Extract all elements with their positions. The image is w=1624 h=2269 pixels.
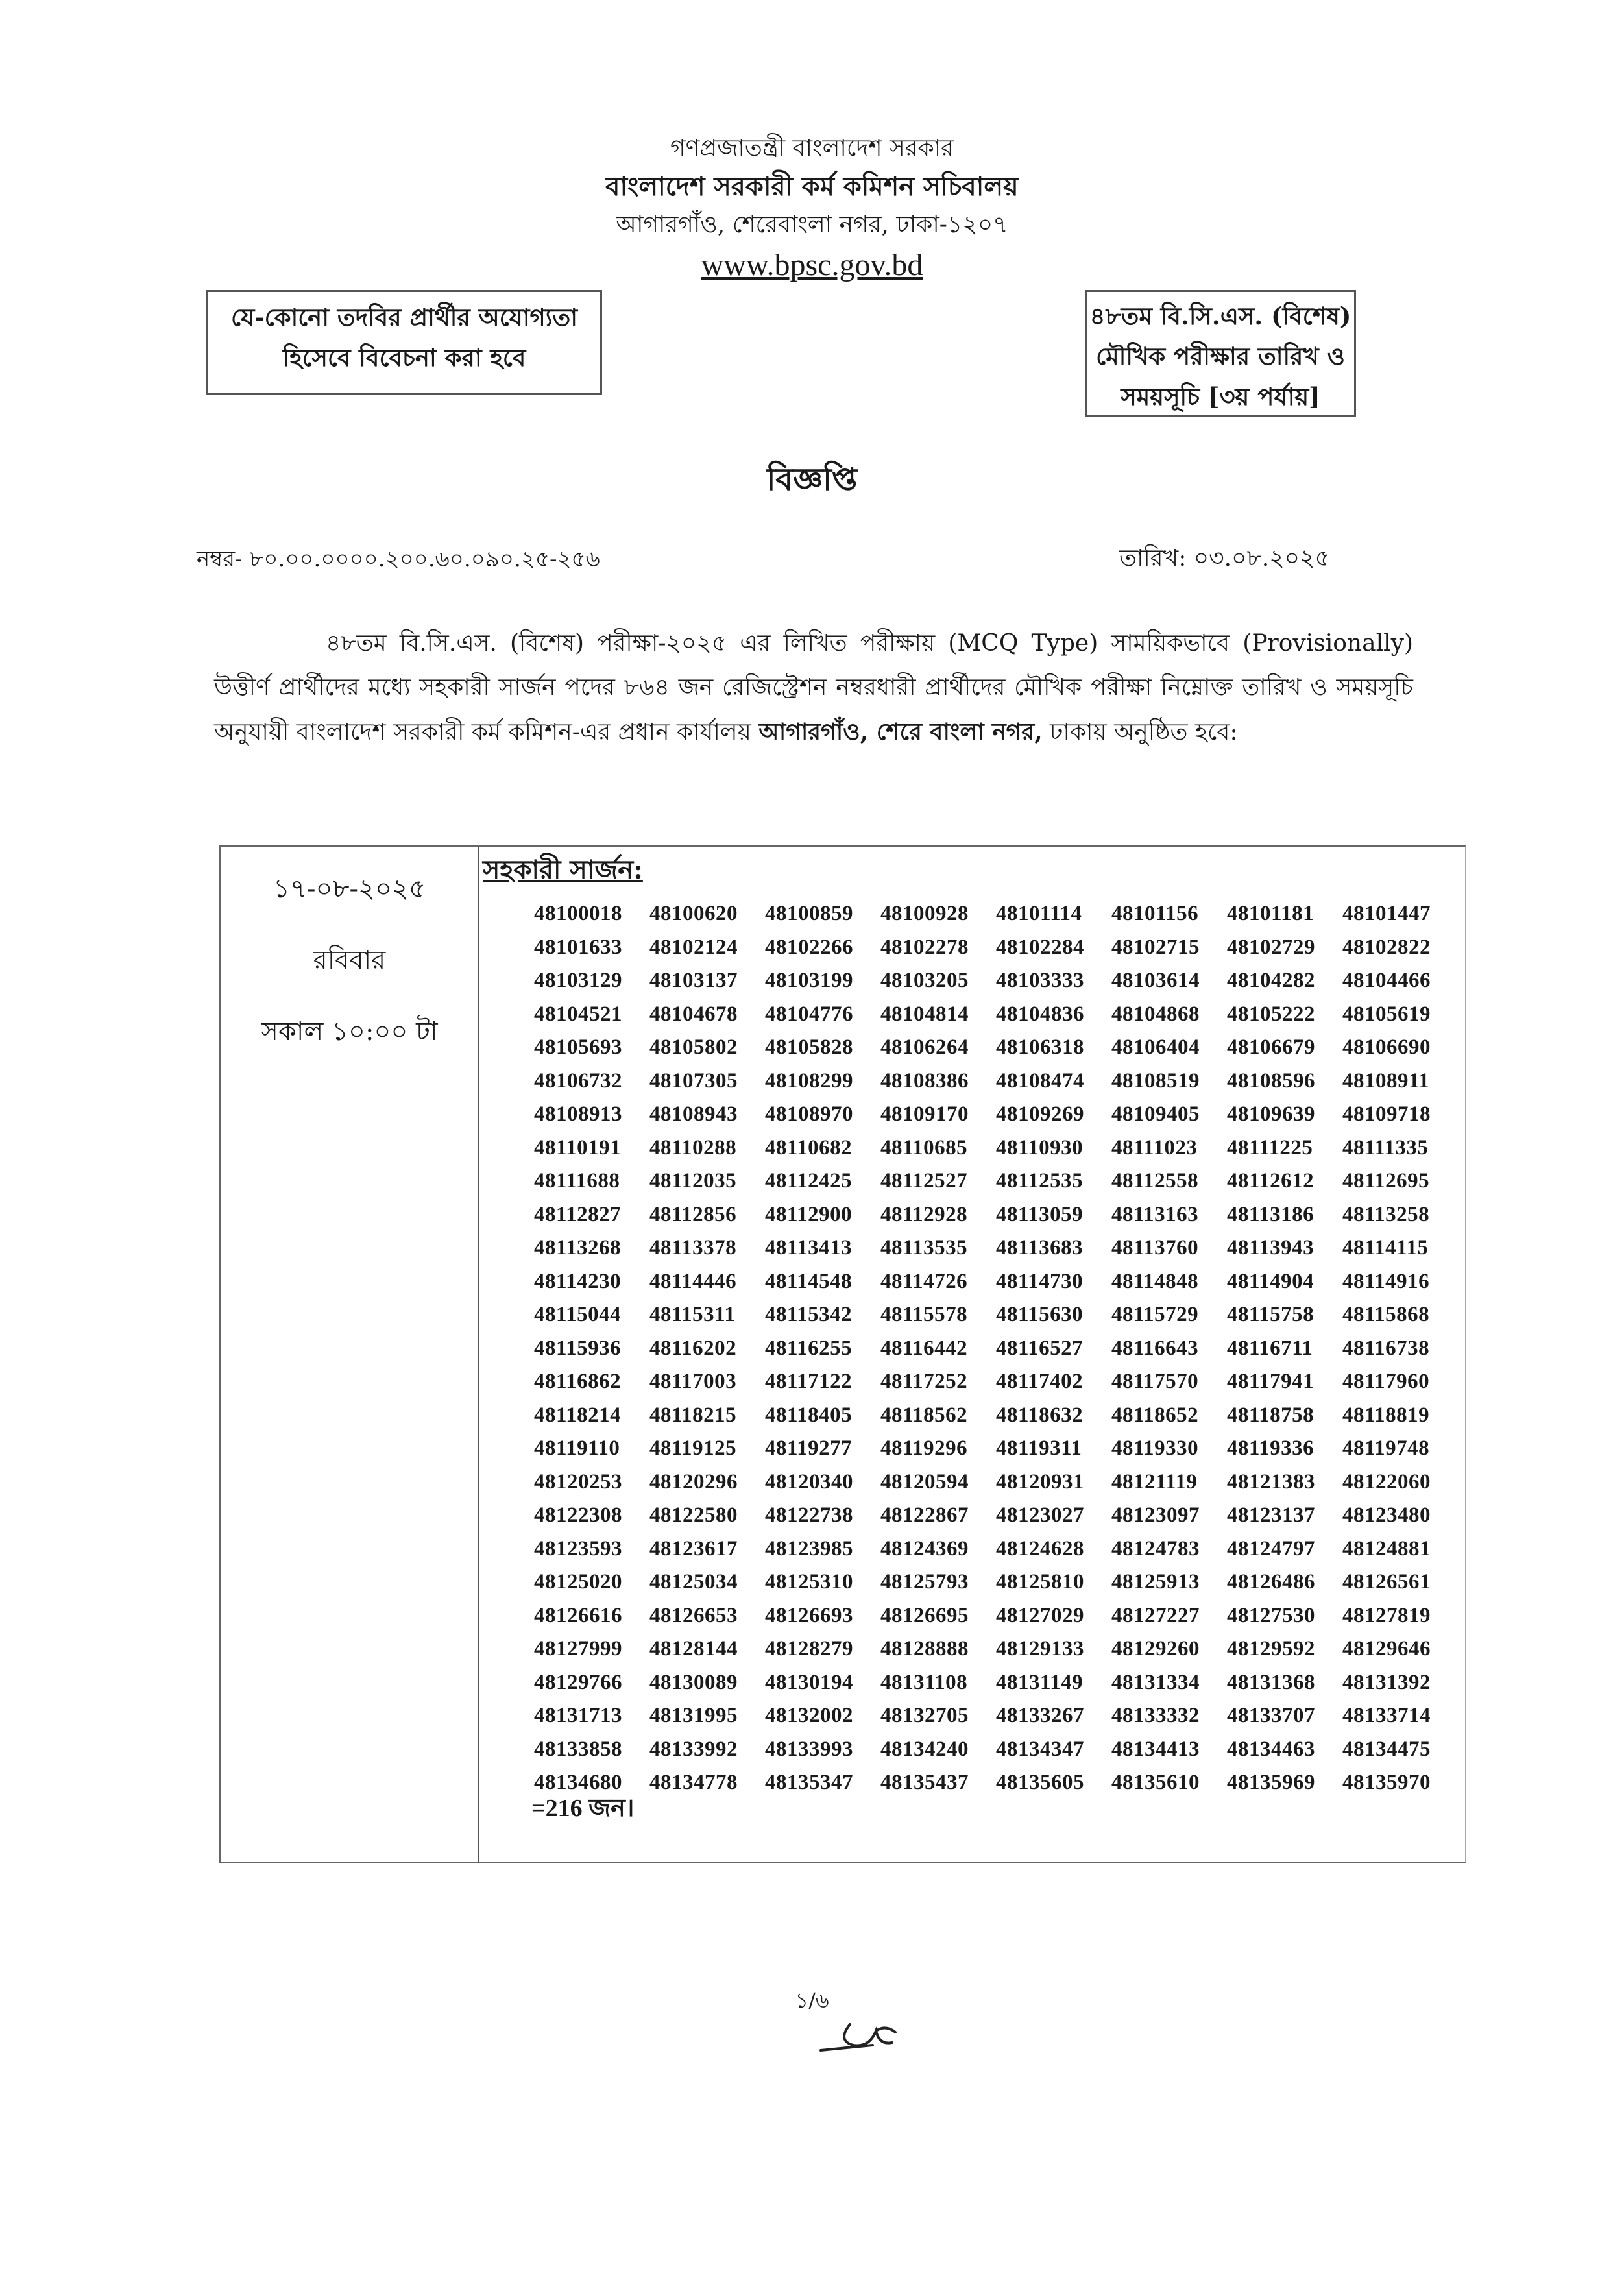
registration-number: 48134680 — [534, 1771, 622, 1795]
registration-number: 48125310 — [765, 1570, 853, 1594]
registration-number: 48104466 — [1342, 969, 1431, 993]
registration-number: 48112827 — [534, 1202, 622, 1226]
registration-number: 48126561 — [1342, 1570, 1431, 1594]
registration-number: 48112535 — [996, 1169, 1084, 1193]
registration-number: 48134463 — [1227, 1737, 1315, 1761]
registration-number: 48116442 — [880, 1336, 968, 1360]
registration-number: 48106318 — [996, 1036, 1084, 1060]
notice-body — [214, 622, 1413, 755]
registration-number: 48122580 — [649, 1503, 738, 1527]
registration-number: 48130089 — [649, 1670, 738, 1694]
registration-number: 48106690 — [1342, 1036, 1431, 1060]
registration-number: 48122060 — [1342, 1470, 1431, 1494]
warning-line: হিসেবে বিবেচনা করা হবে — [282, 343, 526, 372]
registration-number: 48132002 — [765, 1704, 853, 1728]
registration-number: 48132705 — [880, 1704, 969, 1728]
registration-number: 48108386 — [880, 1069, 969, 1093]
body-text-end: ঢাকায় অনুষ্ঠিত হবে: — [1042, 719, 1238, 746]
registration-number: 48108970 — [765, 1102, 853, 1126]
registration-number: 48110930 — [996, 1135, 1084, 1159]
registration-number: 48123593 — [534, 1536, 622, 1560]
registration-number: 48123480 — [1342, 1503, 1431, 1527]
registration-number: 48119336 — [1227, 1437, 1315, 1461]
registration-number: 48112035 — [649, 1169, 737, 1193]
registration-number: 48118632 — [996, 1403, 1084, 1427]
registration-number: 48100018 — [534, 902, 622, 926]
registration-number: 48113059 — [996, 1202, 1084, 1226]
registration-number: 48113683 — [996, 1236, 1084, 1260]
registration-number: 48102284 — [996, 935, 1084, 959]
registration-number: 48115342 — [765, 1303, 853, 1327]
registration-number: 48131108 — [880, 1670, 968, 1694]
govt-name: গণপ্রজাতন্ত্রী বাংলাদেশ সরকার — [670, 135, 954, 162]
registration-number: 48101156 — [1111, 902, 1199, 926]
registration-number: 48120253 — [534, 1470, 622, 1494]
registration-number: 48114848 — [1111, 1269, 1199, 1293]
registration-number: 48125810 — [996, 1570, 1084, 1594]
registration-number: 48128144 — [649, 1637, 738, 1661]
registration-number: 48112928 — [880, 1202, 968, 1226]
registration-number: 48114730 — [996, 1269, 1084, 1293]
registration-number: 48134347 — [996, 1737, 1084, 1761]
registration-number: 48128279 — [765, 1637, 853, 1661]
registration-number: 48122738 — [765, 1503, 853, 1527]
registration-number: 48134475 — [1342, 1737, 1431, 1761]
registration-number: 48119110 — [534, 1437, 620, 1461]
registration-number: 48108519 — [1111, 1069, 1200, 1093]
exam-info-line: ৪৮তম বি.সি.এস. (বিশেষ) — [1089, 302, 1351, 330]
registration-number: 48123027 — [996, 1503, 1084, 1527]
registration-number: 48104776 — [765, 1002, 853, 1026]
registration-number: 48126693 — [765, 1603, 853, 1627]
registration-number: 48104868 — [1111, 1002, 1200, 1026]
registration-number: 48105693 — [534, 1036, 622, 1060]
registration-number: 48135969 — [1227, 1771, 1315, 1795]
registration-number: 48102266 — [765, 935, 853, 959]
registration-number: 48110685 — [880, 1135, 968, 1159]
registration-number: 48114115 — [1342, 1236, 1429, 1260]
registration-number: 48111225 — [1227, 1135, 1313, 1159]
registration-number: 48123985 — [765, 1536, 853, 1560]
registration-number: 48125913 — [1111, 1570, 1200, 1594]
registration-number: 48113163 — [1111, 1202, 1199, 1226]
registration-number: 48118214 — [534, 1403, 622, 1427]
registration-number: 48134240 — [880, 1737, 969, 1761]
exam-info-line: মৌখিক পরীক্ষার তারিখ ও — [1096, 342, 1345, 370]
registration-number: 48108474 — [996, 1069, 1084, 1093]
registration-number: 48126616 — [534, 1603, 622, 1627]
registration-number: 48102822 — [1342, 935, 1431, 959]
registration-number: 48124369 — [880, 1536, 969, 1560]
registration-number: 48113535 — [880, 1236, 968, 1260]
registration-number: 48118562 — [880, 1403, 968, 1427]
registration-number: 48125034 — [649, 1570, 738, 1594]
registration-number: 48109639 — [1227, 1102, 1315, 1126]
warning-line: যে-কোনো তদবির প্রার্থীর অযোগ্যতা — [230, 303, 578, 332]
registration-number: 48103205 — [880, 969, 969, 993]
notice-title: বিজ্ঞপ্তি — [766, 461, 858, 498]
registration-number: 48114904 — [1227, 1269, 1315, 1293]
registration-number: 48117003 — [649, 1370, 737, 1394]
registration-number: 48112856 — [649, 1202, 737, 1226]
registration-number: 48134778 — [649, 1771, 738, 1795]
registration-number: 48123097 — [1111, 1503, 1200, 1527]
registration-number: 48116255 — [765, 1336, 853, 1360]
registration-number: 48119311 — [996, 1437, 1082, 1461]
letterhead — [0, 130, 1624, 287]
registration-number: 48115758 — [1227, 1303, 1315, 1327]
registration-number: 48115578 — [880, 1303, 968, 1327]
registration-number: 48115630 — [996, 1303, 1084, 1327]
registration-number: 48103614 — [1111, 969, 1200, 993]
registration-number: 48127819 — [1342, 1603, 1431, 1627]
registration-number: 48128888 — [880, 1637, 969, 1661]
registration-number: 48105828 — [765, 1036, 853, 1060]
registration-number: 48100859 — [765, 902, 853, 926]
registration-number: 48120931 — [996, 1470, 1084, 1494]
registration-number: 48112527 — [880, 1169, 968, 1193]
registration-number: 48122308 — [534, 1503, 622, 1527]
registration-number: 48108911 — [1342, 1069, 1430, 1093]
page-number: ১/৬ — [795, 1988, 829, 2013]
registration-number: 48131392 — [1342, 1670, 1431, 1694]
registration-number: 48108299 — [765, 1069, 853, 1093]
registration-number: 48106732 — [534, 1069, 622, 1093]
registration-number: 48103129 — [534, 969, 622, 993]
registration-number: 48118758 — [1227, 1403, 1315, 1427]
registration-number: 48114548 — [765, 1269, 853, 1293]
registration-number: 48113268 — [534, 1236, 622, 1260]
schedule-date-column — [221, 847, 478, 1067]
memo-number: নম্বর- ৮০.০০.০০০০.২০০.৬০.০৯০.২৫-২৫৬ — [197, 546, 600, 572]
registration-number: 48107305 — [649, 1069, 738, 1093]
registration-number: 48114726 — [880, 1269, 968, 1293]
registration-number: 48116711 — [1227, 1336, 1313, 1360]
lobbying-warning-box — [206, 290, 602, 395]
registration-number: 48109718 — [1342, 1102, 1431, 1126]
registration-number: 48111335 — [1342, 1135, 1429, 1159]
registration-number: 48135970 — [1342, 1771, 1431, 1795]
registration-number: 48104678 — [649, 1002, 738, 1026]
registration-number-grid — [534, 897, 1624, 1800]
registration-number: 48118405 — [765, 1403, 853, 1427]
registration-number: 48114446 — [649, 1269, 737, 1293]
registration-number: 48118652 — [1111, 1403, 1199, 1427]
schedule-table — [219, 845, 1466, 1863]
registration-number: 48133992 — [649, 1737, 738, 1761]
body-text-main: ৪৮তম বি.সি.এস. (বিশেষ) পরীক্ষা-২০২৫ এর লিখিত পরীক্ষায় (MCQ Type) সাময়িকভাবে (Provisionally) উত্তীর্ণ প্রার্থীদের মধ্যে সহকারী সার্জন পদের ৮৬৪ জন রেজিস্ট্রেশন নম্বরধারী প্রার্থীদের মৌখিক পরীক্ষা নিম্নোক্ত তারিখ ও সময়সূচি অনুযায়ী বাংলাদেশ সরকারী কর্ম কমিশন-এর প্রধান কার্যালয় — [214, 630, 1413, 746]
registration-number: 48133714 — [1342, 1704, 1431, 1728]
registration-number: 48122867 — [880, 1503, 969, 1527]
registration-number: 48120296 — [649, 1470, 738, 1494]
body-text-venue: আগারগাঁও, শেরে বাংলা নগর, — [758, 718, 1043, 746]
column-divider — [478, 847, 479, 1862]
registration-number: 48123617 — [649, 1536, 738, 1560]
org-address: আগারগাঁও, শেরেবাংলা নগর, ঢাকা-১২০৭ — [616, 212, 1008, 238]
registration-number: 48129133 — [996, 1637, 1084, 1661]
registration-number: 48129260 — [1111, 1637, 1200, 1661]
registration-number: 48115044 — [534, 1303, 622, 1327]
registration-number: 48110191 — [534, 1135, 622, 1159]
registration-number: 48133707 — [1227, 1704, 1315, 1728]
registration-number: 48115936 — [534, 1336, 622, 1360]
registration-number: 48115729 — [1111, 1303, 1199, 1327]
registration-number: 48133858 — [534, 1737, 622, 1761]
registration-number: 48100928 — [880, 902, 969, 926]
registration-number: 48116643 — [1111, 1336, 1199, 1360]
registration-number: 48103199 — [765, 969, 853, 993]
registration-number: 48114916 — [1342, 1269, 1430, 1293]
registration-number: 48120594 — [880, 1470, 969, 1494]
registration-number: 48116862 — [534, 1370, 622, 1394]
registration-number: 48109405 — [1111, 1102, 1200, 1126]
registration-number: 48127530 — [1227, 1603, 1315, 1627]
registration-number: 48113186 — [1227, 1202, 1315, 1226]
exam-day: রবিবার — [313, 945, 386, 975]
registration-number: 48129766 — [534, 1670, 622, 1694]
registration-number: 48118819 — [1342, 1403, 1430, 1427]
registration-number: 48124797 — [1227, 1536, 1315, 1560]
registration-number: 48117122 — [765, 1370, 853, 1394]
notice-date: তারিখ: ০৩.০৮.২০২৫ — [1119, 545, 1330, 572]
exam-info-box — [1085, 290, 1356, 417]
exam-info-line: সময়সূচি [৩য় পর্যায়] — [1121, 382, 1320, 411]
registration-number: 48117960 — [1342, 1370, 1430, 1394]
registration-number: 48119277 — [765, 1437, 853, 1461]
registration-number: 48108913 — [534, 1102, 622, 1126]
registration-number: 48121119 — [1111, 1470, 1198, 1494]
registration-number: 48104521 — [534, 1002, 622, 1026]
registration-number: 48106264 — [880, 1036, 969, 1060]
registration-number: 48114230 — [534, 1269, 622, 1293]
registration-number: 48112695 — [1342, 1169, 1430, 1193]
registration-number: 48103333 — [996, 969, 1084, 993]
registration-number: 48110288 — [649, 1135, 737, 1159]
registration-number: 48105802 — [649, 1036, 738, 1060]
registration-number: 48104814 — [880, 1002, 969, 1026]
registration-number: 48101181 — [1227, 902, 1315, 926]
registration-number: 48112900 — [765, 1202, 853, 1226]
registration-number: 48109170 — [880, 1102, 969, 1126]
registration-number: 48131368 — [1227, 1670, 1315, 1694]
registration-number: 48135605 — [996, 1771, 1084, 1795]
registration-number: 48106679 — [1227, 1036, 1315, 1060]
website-link[interactable]: www.bpsc.gov.bd — [701, 248, 923, 282]
registration-number: 48110682 — [765, 1135, 853, 1159]
registration-number: 48102278 — [880, 935, 969, 959]
registration-number: 48108596 — [1227, 1069, 1315, 1093]
registration-number: 48135610 — [1111, 1771, 1200, 1795]
registration-number: 48120340 — [765, 1470, 853, 1494]
registration-number: 48127227 — [1111, 1603, 1200, 1627]
registration-number: 48134413 — [1111, 1737, 1200, 1761]
post-name: সহকারী সার্জন: — [483, 855, 643, 885]
registration-number: 48103137 — [649, 969, 738, 993]
registration-number: 48113378 — [649, 1236, 737, 1260]
registration-number: 48117570 — [1111, 1370, 1199, 1394]
exam-date: ১৭-০৮-২০২৫ — [273, 874, 426, 904]
registration-number: 48119748 — [1342, 1437, 1430, 1461]
registration-number: 48133993 — [765, 1737, 853, 1761]
registration-number: 48112425 — [765, 1169, 853, 1193]
registration-number: 48125020 — [534, 1570, 622, 1594]
registration-number: 48113258 — [1342, 1202, 1430, 1226]
registration-number: 48123137 — [1227, 1503, 1315, 1527]
exam-time: সকাল ১০:০০ টা — [261, 1017, 438, 1047]
registration-number: 48111023 — [1111, 1135, 1198, 1159]
registration-number: 48112612 — [1227, 1169, 1315, 1193]
registration-number: 48119330 — [1111, 1437, 1199, 1461]
registration-number: 48133332 — [1111, 1704, 1200, 1728]
registration-number: 48135437 — [880, 1771, 969, 1795]
registration-number: 48135347 — [765, 1771, 853, 1795]
registration-number: 48126486 — [1227, 1570, 1315, 1594]
registration-number: 48131995 — [649, 1704, 738, 1728]
registration-number: 48118215 — [649, 1403, 737, 1427]
registration-number: 48116202 — [649, 1336, 737, 1360]
registration-number: 48102729 — [1227, 935, 1315, 959]
registration-number: 48124881 — [1342, 1536, 1431, 1560]
registration-number: 48126695 — [880, 1603, 969, 1627]
total-count: =216 জন। — [531, 1795, 635, 1822]
registration-number: 48131713 — [534, 1704, 622, 1728]
registration-number: 48104282 — [1227, 969, 1315, 993]
registration-number: 48125793 — [880, 1570, 969, 1594]
registration-number: 48117252 — [880, 1370, 968, 1394]
registration-number: 48131334 — [1111, 1670, 1200, 1694]
registration-number: 48100620 — [649, 902, 738, 926]
registration-number: 48112558 — [1111, 1169, 1199, 1193]
registration-number: 48113760 — [1111, 1236, 1199, 1260]
registration-number: 48115868 — [1342, 1303, 1430, 1327]
registration-number: 48129592 — [1227, 1637, 1315, 1661]
registration-number: 48101633 — [534, 935, 622, 959]
registration-number: 48119125 — [649, 1437, 737, 1461]
registration-number: 48115311 — [649, 1303, 736, 1327]
registration-number: 48105222 — [1227, 1002, 1315, 1026]
registration-number: 48105619 — [1342, 1002, 1431, 1026]
registration-number: 48130194 — [765, 1670, 853, 1694]
registration-number: 48102124 — [649, 935, 738, 959]
registration-number: 48101447 — [1342, 902, 1431, 926]
registration-number: 48108943 — [649, 1102, 738, 1126]
registration-number: 48109269 — [996, 1102, 1084, 1126]
registration-number: 48124783 — [1111, 1536, 1200, 1560]
registration-number: 48113943 — [1227, 1236, 1315, 1260]
registration-number: 48113413 — [765, 1236, 853, 1260]
signature-icon — [814, 2005, 931, 2063]
registration-number: 48116738 — [1342, 1336, 1430, 1360]
registration-number: 48104836 — [996, 1002, 1084, 1026]
registration-number: 48102715 — [1111, 935, 1200, 959]
registration-number: 48124628 — [996, 1536, 1084, 1560]
registration-number: 48129646 — [1342, 1637, 1431, 1661]
registration-number: 48117402 — [996, 1370, 1084, 1394]
registration-number: 48101114 — [996, 902, 1082, 926]
registration-number: 48116527 — [996, 1336, 1084, 1360]
registration-number: 48119296 — [880, 1437, 968, 1461]
registration-number: 48126653 — [649, 1603, 738, 1627]
registration-number: 48133267 — [996, 1704, 1084, 1728]
registration-number: 48127029 — [996, 1603, 1084, 1627]
registration-number: 48127999 — [534, 1637, 622, 1661]
registration-number: 48131149 — [996, 1670, 1084, 1694]
registration-number: 48121383 — [1227, 1470, 1315, 1494]
registration-number: 48117941 — [1227, 1370, 1315, 1394]
registration-number: 48111688 — [534, 1169, 620, 1193]
org-name: বাংলাদেশ সরকারী কর্ম কমিশন সচিবালয় — [605, 171, 1019, 202]
registration-number: 48106404 — [1111, 1036, 1200, 1060]
